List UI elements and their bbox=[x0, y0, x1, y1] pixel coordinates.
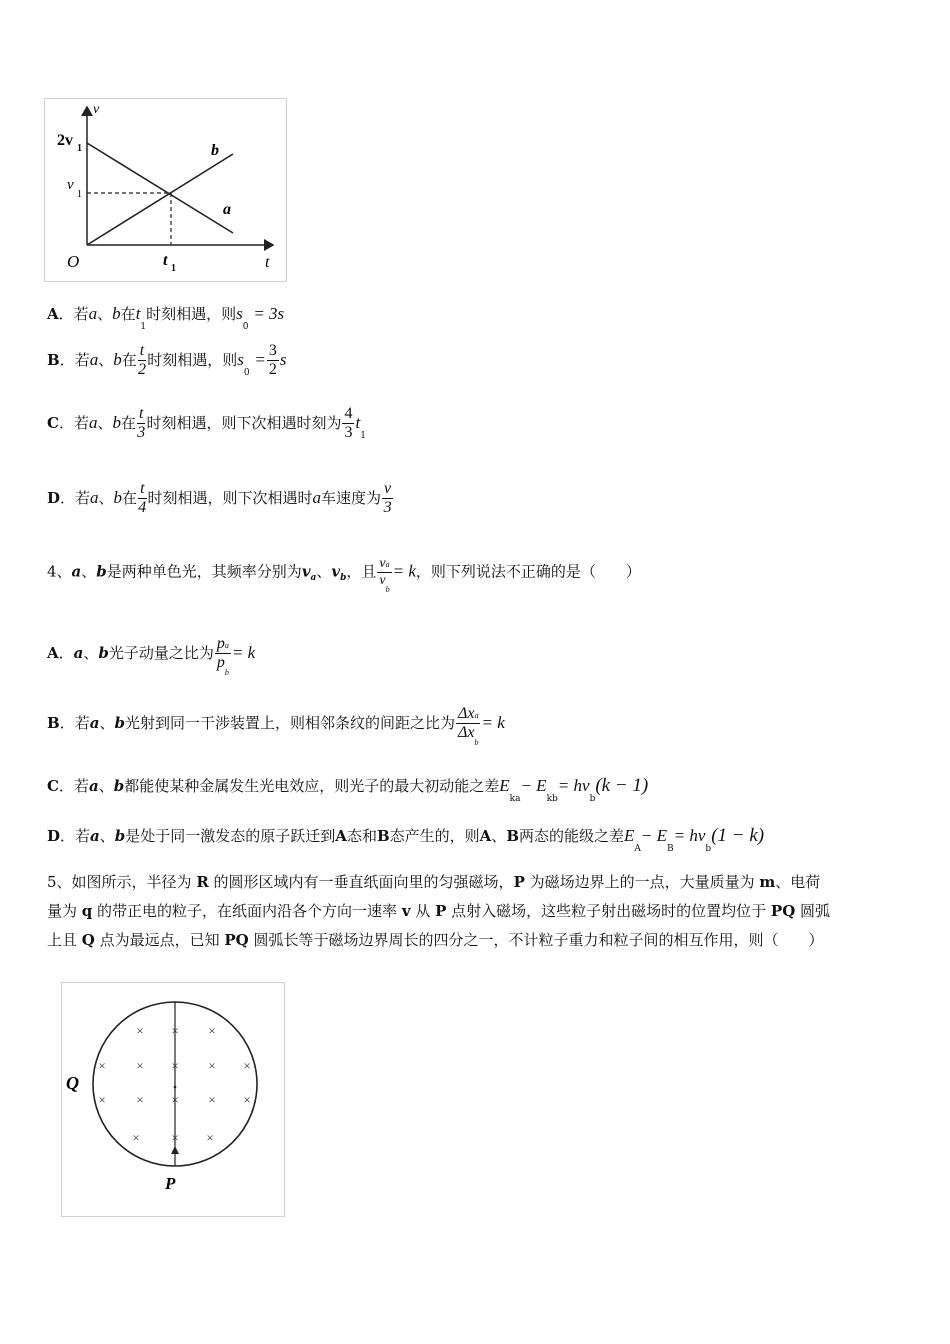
math-sub: B bbox=[667, 844, 674, 854]
field-cross-mark: × bbox=[208, 1023, 216, 1038]
option-letter: A bbox=[47, 305, 59, 323]
option-letter: C bbox=[47, 777, 59, 795]
text: ．若 bbox=[60, 827, 91, 845]
q5-line-3 bbox=[47, 926, 907, 955]
field-cross-mark: × bbox=[132, 1130, 140, 1145]
y-tick-v1: v bbox=[67, 177, 74, 193]
math-s: s bbox=[236, 304, 243, 323]
var-b: b bbox=[114, 827, 126, 845]
y-axis-label: v bbox=[93, 102, 100, 117]
text: 光射到同一干涉装置上，则相邻条纹的间距之比为 bbox=[124, 713, 455, 732]
q3-option-c bbox=[47, 405, 366, 443]
q4-stem bbox=[47, 556, 641, 595]
var-r: R bbox=[196, 873, 209, 891]
var-vb: v bbox=[331, 562, 341, 581]
math-sub: ka bbox=[509, 794, 521, 804]
math-eq: = k bbox=[231, 642, 256, 662]
math-sub: kb bbox=[546, 794, 558, 804]
magnetic-field-figure bbox=[61, 982, 285, 1217]
var-va: v bbox=[301, 562, 311, 581]
den-var: v bbox=[379, 573, 386, 589]
text: 、 bbox=[98, 777, 114, 795]
text: ．若 bbox=[58, 777, 89, 795]
math-sub: 1 bbox=[140, 322, 147, 332]
text: 时刻相遇，则下次相遇时刻为 bbox=[146, 413, 342, 432]
y-tick-2v1: 2v bbox=[57, 132, 73, 149]
q4-option-d bbox=[47, 825, 765, 854]
num-var: p bbox=[216, 635, 225, 652]
field-cross-mark: × bbox=[98, 1092, 106, 1107]
text: 为磁场边界上的一点，大量质量为 bbox=[524, 873, 760, 891]
line-a-label: a bbox=[223, 201, 231, 218]
math-t: t bbox=[355, 412, 361, 432]
math-e: E bbox=[624, 826, 635, 845]
fraction bbox=[456, 705, 481, 748]
origin-label: O bbox=[67, 252, 80, 271]
option-letter: C bbox=[47, 413, 59, 432]
numerator bbox=[377, 556, 391, 573]
var-p: P bbox=[513, 873, 525, 891]
math-sub: 1 bbox=[360, 430, 366, 441]
text: 点为最远点，已知 bbox=[94, 931, 225, 949]
state-a: A bbox=[335, 827, 347, 845]
text: 从 bbox=[410, 902, 436, 920]
text: ．若 bbox=[58, 305, 89, 323]
var-m: m bbox=[759, 873, 776, 891]
text: 车速度为 bbox=[321, 488, 382, 507]
field-cross-mark: × bbox=[208, 1058, 216, 1073]
num-sub: a bbox=[224, 641, 229, 650]
x-tick-t1-sub: 1 bbox=[171, 263, 176, 274]
math-minus: − E bbox=[520, 776, 547, 795]
var-q: q bbox=[81, 902, 93, 920]
math-e: E bbox=[499, 776, 510, 795]
text: 态产生的，则 bbox=[389, 827, 480, 845]
field-cross-mark: × bbox=[243, 1092, 251, 1107]
text: 的圆形区域内有一垂直纸面向里的匀强磁场， bbox=[208, 873, 514, 891]
label-q: Q bbox=[66, 1073, 79, 1093]
text: 、 bbox=[99, 827, 115, 845]
math-sub: 0 bbox=[243, 367, 250, 378]
text: 、 bbox=[83, 643, 99, 662]
field-cross-mark: × bbox=[206, 1130, 214, 1145]
text: 、 bbox=[491, 827, 507, 845]
text: 、 bbox=[98, 350, 114, 369]
text: ．若 bbox=[60, 488, 91, 507]
den-sub: b bbox=[224, 668, 229, 678]
entry-arrow bbox=[171, 1146, 179, 1154]
var-b: b bbox=[113, 487, 123, 507]
field-cross-mark: × bbox=[98, 1058, 106, 1073]
numerator: t bbox=[137, 405, 145, 424]
magnetic-field-svg bbox=[62, 983, 284, 1216]
fraction bbox=[382, 480, 393, 518]
math-s: s bbox=[237, 349, 244, 369]
math-eq: = 3s bbox=[253, 304, 285, 323]
q4-option-c bbox=[47, 775, 649, 804]
state-a: A bbox=[479, 827, 492, 845]
fraction bbox=[342, 405, 354, 443]
var-b: b bbox=[113, 349, 122, 369]
q3-option-a bbox=[47, 304, 285, 332]
field-cross-mark: × bbox=[171, 1058, 179, 1073]
text: 在 bbox=[120, 305, 136, 323]
math-tail: (1 − k) bbox=[711, 825, 765, 846]
text: 的带正电的粒子，在纸面内沿各个方向一速率 bbox=[92, 902, 402, 920]
text: 两态的能级之差 bbox=[519, 827, 625, 845]
den-var: Δx bbox=[457, 724, 475, 742]
q5-line-1 bbox=[47, 868, 907, 897]
math-sub: a bbox=[310, 572, 317, 583]
field-cross-mark: × bbox=[171, 1023, 179, 1038]
text: ．若 bbox=[59, 713, 90, 732]
q5-line-2 bbox=[47, 897, 907, 926]
math-eq: = k bbox=[392, 561, 416, 581]
var-a: a bbox=[73, 643, 84, 662]
math-eq: = hv bbox=[557, 776, 590, 795]
var-pq: PQ bbox=[224, 931, 249, 949]
denominator bbox=[215, 654, 231, 678]
text: 、 bbox=[81, 562, 97, 581]
num-var: v bbox=[379, 556, 386, 571]
numerator: t bbox=[138, 342, 146, 361]
q4-option-b bbox=[47, 705, 505, 748]
fraction bbox=[215, 635, 231, 678]
denominator: 3 bbox=[137, 424, 146, 442]
den-sub: b bbox=[385, 585, 390, 595]
numerator: v bbox=[382, 480, 393, 499]
state-b: B bbox=[376, 827, 390, 845]
text: 、 bbox=[98, 488, 114, 507]
num-sub: a bbox=[474, 711, 479, 720]
var-a: a bbox=[90, 487, 99, 507]
numerator: 3 bbox=[267, 342, 279, 361]
text: 量为 bbox=[47, 902, 82, 920]
math-sub: b bbox=[705, 844, 712, 854]
var-a: a bbox=[88, 304, 98, 323]
q3-option-b bbox=[47, 342, 286, 380]
denominator: 2 bbox=[137, 361, 146, 379]
text: 、 bbox=[99, 713, 115, 732]
y-tick-2v1-sub: 1 bbox=[77, 143, 82, 154]
field-cross-mark: × bbox=[171, 1130, 179, 1145]
text: 、电荷 bbox=[775, 873, 821, 891]
fraction bbox=[137, 405, 145, 443]
field-cross-mark: × bbox=[136, 1058, 144, 1073]
var-a: a bbox=[89, 713, 100, 732]
text: 时刻相遇，则 bbox=[147, 350, 238, 369]
velocity-time-graph bbox=[44, 98, 287, 282]
var-p: P bbox=[435, 902, 447, 920]
numerator bbox=[456, 705, 481, 724]
var-b: b bbox=[98, 643, 109, 662]
text: 在 bbox=[120, 413, 136, 432]
var-b: b bbox=[113, 777, 125, 795]
math-eq: = k bbox=[481, 712, 505, 732]
center-dot bbox=[174, 1086, 177, 1089]
denominator bbox=[456, 724, 481, 748]
state-b: B bbox=[506, 827, 519, 845]
option-letter: B bbox=[47, 350, 60, 369]
denominator: 4 bbox=[138, 499, 147, 517]
text: ．若 bbox=[59, 350, 90, 369]
math-s: s bbox=[279, 349, 287, 369]
q3-option-d bbox=[47, 480, 394, 518]
var-a: a bbox=[90, 827, 100, 845]
velocity-time-graph-svg bbox=[45, 99, 286, 281]
math-tail: (k − 1) bbox=[595, 775, 649, 796]
denominator: 3 bbox=[383, 499, 392, 517]
text: 在 bbox=[121, 350, 137, 369]
field-cross-mark: × bbox=[136, 1023, 144, 1038]
var-a: a bbox=[89, 349, 99, 369]
q4-option-a bbox=[47, 635, 256, 678]
fraction bbox=[267, 342, 279, 380]
math-sub: b bbox=[589, 794, 596, 804]
var-b: b bbox=[114, 713, 125, 732]
text: 5、如图所示，半径为 bbox=[47, 873, 197, 891]
text: 、 bbox=[316, 562, 332, 581]
var-pq: PQ bbox=[770, 902, 796, 920]
text: 上且 bbox=[47, 931, 82, 949]
numerator bbox=[215, 635, 231, 654]
var-a: a bbox=[88, 777, 99, 795]
var-v: v bbox=[401, 902, 411, 920]
label-p: P bbox=[165, 1174, 176, 1193]
numerator: t bbox=[138, 480, 146, 499]
var-a: a bbox=[88, 412, 98, 432]
var-a: a bbox=[71, 562, 82, 581]
numerator: 4 bbox=[342, 405, 354, 424]
var-b: b bbox=[96, 562, 107, 581]
text: ，且 bbox=[346, 562, 377, 581]
text: 在 bbox=[122, 488, 138, 507]
fraction bbox=[138, 342, 146, 380]
text: 点射入磁场，这些粒子射出磁场时的位置均位于 bbox=[446, 902, 771, 920]
text: 是两种单色光，其频率分别为 bbox=[106, 562, 302, 581]
math-eq: = bbox=[254, 349, 266, 369]
fraction bbox=[138, 480, 146, 518]
math-sub: b bbox=[340, 572, 347, 583]
option-letter: A bbox=[47, 643, 59, 662]
text: ，则下列说法不正确的是（ ） bbox=[415, 562, 641, 581]
denominator: 3 bbox=[344, 424, 353, 442]
x-axis-label: t bbox=[265, 254, 270, 271]
text: 光子动量之比为 bbox=[108, 643, 214, 662]
denominator bbox=[377, 573, 391, 595]
text: ． bbox=[58, 643, 74, 662]
line-b-label: b bbox=[211, 142, 219, 159]
option-letter: B bbox=[47, 713, 60, 732]
var-a: a bbox=[312, 487, 322, 507]
option-letter: D bbox=[47, 827, 61, 845]
var-b: b bbox=[112, 304, 121, 323]
text: 时刻相遇，则下次相遇时 bbox=[147, 488, 313, 507]
text: 、 bbox=[97, 413, 113, 432]
field-cross-mark: × bbox=[243, 1058, 251, 1073]
option-letter: D bbox=[47, 488, 61, 507]
text: 圆弧 bbox=[795, 902, 831, 920]
math-minus: − E bbox=[640, 826, 668, 845]
line-b bbox=[87, 154, 233, 245]
field-cross-mark: × bbox=[136, 1092, 144, 1107]
text: 都能使某种金属发生光电效应，则光子的最大初动能之差 bbox=[124, 777, 500, 795]
math-sub: 0 bbox=[242, 322, 249, 332]
x-tick-t1: t bbox=[163, 252, 168, 269]
text: 是处于同一激发态的原子跃迁到 bbox=[125, 827, 336, 845]
text: 4、 bbox=[47, 562, 72, 581]
y-tick-v1-sub: 1 bbox=[77, 189, 82, 200]
text: 态和 bbox=[346, 827, 377, 845]
var-b: b bbox=[112, 412, 121, 432]
text: 、 bbox=[97, 305, 113, 323]
denominator: 2 bbox=[268, 361, 277, 379]
field-cross-mark: × bbox=[171, 1092, 179, 1107]
math-sub: A bbox=[634, 844, 641, 854]
var-q: Q bbox=[81, 931, 95, 949]
field-cross-mark: × bbox=[208, 1092, 216, 1107]
math-t: t bbox=[135, 304, 141, 323]
text: 圆弧长等于磁场边界周长的四分之一，不计粒子重力和粒子间的相互作用，则（ ） bbox=[248, 931, 824, 949]
num-sub: a bbox=[385, 560, 390, 569]
den-sub: b bbox=[474, 738, 479, 748]
text: 时刻相遇，则 bbox=[146, 305, 237, 323]
q5-stem bbox=[47, 868, 907, 955]
fraction bbox=[377, 556, 391, 595]
num-var: Δx bbox=[457, 705, 475, 722]
text: ．若 bbox=[58, 413, 89, 432]
den-var: p bbox=[216, 654, 225, 672]
math-eq: = hv bbox=[673, 826, 706, 845]
